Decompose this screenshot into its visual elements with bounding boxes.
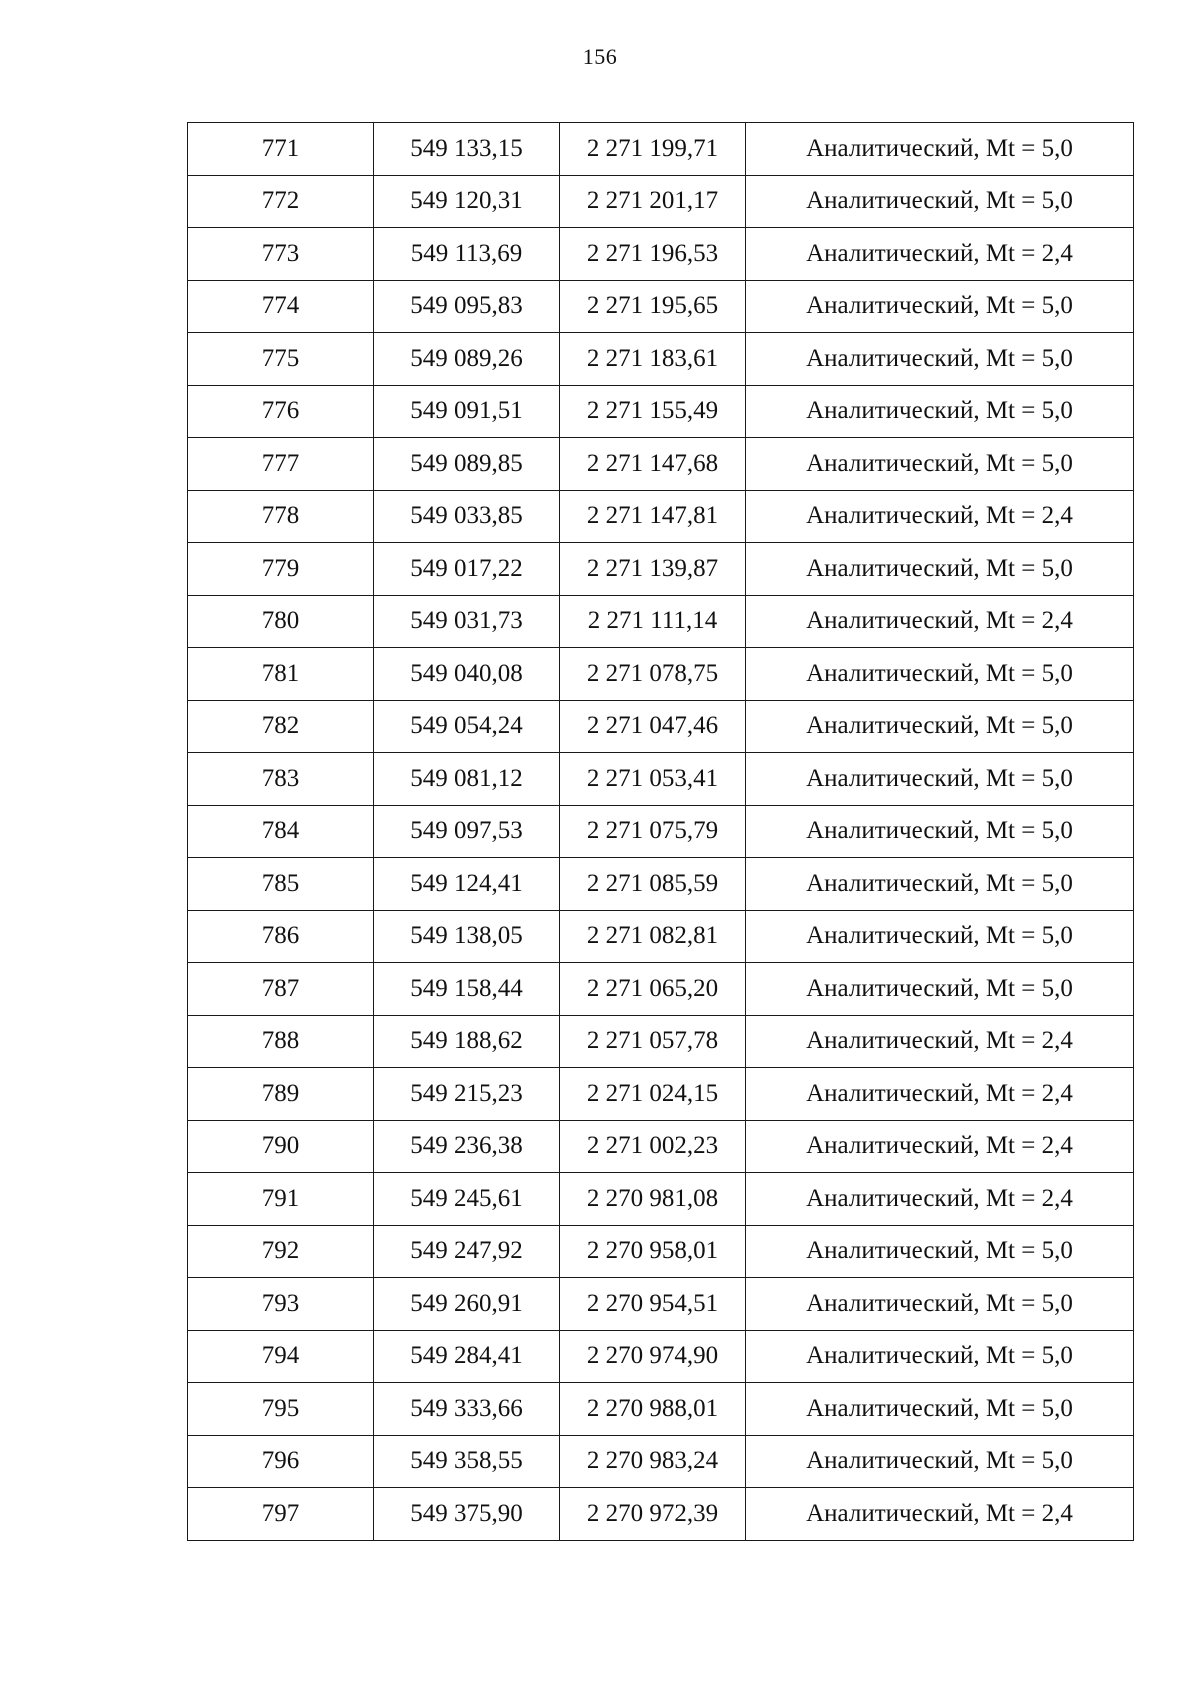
method-cell: Аналитический, Mt = 5,0 — [746, 858, 1134, 911]
table-row — [188, 1173, 1134, 1226]
method-cell: Аналитический, Mt = 2,4 — [746, 490, 1134, 543]
method-cell: Аналитический, Mt = 5,0 — [746, 438, 1134, 491]
point-number-cell: 784 — [188, 805, 374, 858]
method-cell: Аналитический, Mt = 2,4 — [746, 1120, 1134, 1173]
method-cell: Аналитический, Mt = 5,0 — [746, 333, 1134, 386]
x-coordinate-cell: 549 120,31 — [374, 175, 560, 228]
table-row — [188, 753, 1134, 806]
method-cell: Аналитический, Mt = 5,0 — [746, 963, 1134, 1016]
y-coordinate-cell: 2 270 954,51 — [560, 1278, 746, 1331]
point-number-cell: 791 — [188, 1173, 374, 1226]
x-coordinate-cell: 549 260,91 — [374, 1278, 560, 1331]
y-coordinate-cell: 2 271 024,15 — [560, 1068, 746, 1121]
method-cell: Аналитический, Mt = 2,4 — [746, 1015, 1134, 1068]
table-row — [188, 805, 1134, 858]
table-row — [188, 228, 1134, 281]
table-row — [188, 648, 1134, 701]
table-row — [188, 1120, 1134, 1173]
table-row — [188, 333, 1134, 386]
method-cell: Аналитический, Mt = 5,0 — [746, 1383, 1134, 1436]
point-number-cell: 785 — [188, 858, 374, 911]
y-coordinate-cell: 2 270 974,90 — [560, 1330, 746, 1383]
x-coordinate-cell: 549 375,90 — [374, 1488, 560, 1541]
page-number: 156 — [582, 44, 618, 69]
method-cell: Аналитический, Mt = 5,0 — [746, 1330, 1134, 1383]
point-number-cell: 794 — [188, 1330, 374, 1383]
x-coordinate-cell: 549 133,15 — [374, 123, 560, 176]
point-number-cell: 797 — [188, 1488, 374, 1541]
method-cell: Аналитический, Mt = 5,0 — [746, 1435, 1134, 1488]
point-number-cell: 779 — [188, 543, 374, 596]
method-cell: Аналитический, Mt = 2,4 — [746, 1488, 1134, 1541]
x-coordinate-cell: 549 113,69 — [374, 228, 560, 281]
y-coordinate-cell: 2 271 082,81 — [560, 910, 746, 963]
method-cell: Аналитический, Mt = 5,0 — [746, 543, 1134, 596]
point-number-cell: 795 — [188, 1383, 374, 1436]
table-body — [188, 123, 1134, 1541]
y-coordinate-cell: 2 270 988,01 — [560, 1383, 746, 1436]
y-coordinate-cell: 2 271 002,23 — [560, 1120, 746, 1173]
y-coordinate-cell: 2 271 078,75 — [560, 648, 746, 701]
x-coordinate-cell: 549 033,85 — [374, 490, 560, 543]
y-coordinate-cell: 2 271 057,78 — [560, 1015, 746, 1068]
y-coordinate-cell: 2 271 196,53 — [560, 228, 746, 281]
table-row — [188, 1225, 1134, 1278]
point-number-cell: 781 — [188, 648, 374, 701]
point-number-cell: 773 — [188, 228, 374, 281]
y-coordinate-cell: 2 270 983,24 — [560, 1435, 746, 1488]
point-number-cell: 789 — [188, 1068, 374, 1121]
method-cell: Аналитический, Mt = 5,0 — [746, 753, 1134, 806]
point-number-cell: 776 — [188, 385, 374, 438]
x-coordinate-cell: 549 215,23 — [374, 1068, 560, 1121]
point-number-cell: 774 — [188, 280, 374, 333]
point-number-cell: 772 — [188, 175, 374, 228]
x-coordinate-cell: 549 089,85 — [374, 438, 560, 491]
method-cell: Аналитический, Mt = 5,0 — [746, 175, 1134, 228]
table-row — [188, 963, 1134, 1016]
point-number-cell: 783 — [188, 753, 374, 806]
y-coordinate-cell: 2 271 199,71 — [560, 123, 746, 176]
point-number-cell: 786 — [188, 910, 374, 963]
x-coordinate-cell: 549 089,26 — [374, 333, 560, 386]
y-coordinate-cell: 2 271 053,41 — [560, 753, 746, 806]
x-coordinate-cell: 549 054,24 — [374, 700, 560, 753]
point-number-cell: 775 — [188, 333, 374, 386]
table-row — [188, 1435, 1134, 1488]
table-row — [188, 910, 1134, 963]
point-number-cell: 787 — [188, 963, 374, 1016]
x-coordinate-cell: 549 040,08 — [374, 648, 560, 701]
x-coordinate-cell: 549 188,62 — [374, 1015, 560, 1068]
table-row — [188, 700, 1134, 753]
y-coordinate-cell: 2 271 075,79 — [560, 805, 746, 858]
x-coordinate-cell: 549 158,44 — [374, 963, 560, 1016]
x-coordinate-cell: 549 017,22 — [374, 543, 560, 596]
table-row — [188, 175, 1134, 228]
method-cell: Аналитический, Mt = 5,0 — [746, 1225, 1134, 1278]
y-coordinate-cell: 2 271 183,61 — [560, 333, 746, 386]
point-number-cell: 792 — [188, 1225, 374, 1278]
point-number-cell: 778 — [188, 490, 374, 543]
method-cell: Аналитический, Mt = 5,0 — [746, 123, 1134, 176]
method-cell: Аналитический, Mt = 5,0 — [746, 648, 1134, 701]
method-cell: Аналитический, Mt = 2,4 — [746, 1173, 1134, 1226]
x-coordinate-cell: 549 081,12 — [374, 753, 560, 806]
point-number-cell: 771 — [188, 123, 374, 176]
y-coordinate-cell: 2 270 981,08 — [560, 1173, 746, 1226]
method-cell: Аналитический, Mt = 5,0 — [746, 1278, 1134, 1331]
y-coordinate-cell: 2 270 958,01 — [560, 1225, 746, 1278]
table-row — [188, 438, 1134, 491]
coordinates-table — [187, 122, 1134, 1541]
point-number-cell: 777 — [188, 438, 374, 491]
y-coordinate-cell: 2 271 201,17 — [560, 175, 746, 228]
table-row — [188, 385, 1134, 438]
table-row — [188, 1383, 1134, 1436]
x-coordinate-cell: 549 333,66 — [374, 1383, 560, 1436]
y-coordinate-cell: 2 271 111,14 — [560, 595, 746, 648]
table-row — [188, 858, 1134, 911]
x-coordinate-cell: 549 095,83 — [374, 280, 560, 333]
y-coordinate-cell: 2 271 155,49 — [560, 385, 746, 438]
x-coordinate-cell: 549 097,53 — [374, 805, 560, 858]
method-cell: Аналитический, Mt = 2,4 — [746, 228, 1134, 281]
y-coordinate-cell: 2 271 147,68 — [560, 438, 746, 491]
method-cell: Аналитический, Mt = 2,4 — [746, 595, 1134, 648]
y-coordinate-cell: 2 271 139,87 — [560, 543, 746, 596]
point-number-cell: 780 — [188, 595, 374, 648]
table-row — [188, 123, 1134, 176]
table-row — [188, 595, 1134, 648]
x-coordinate-cell: 549 284,41 — [374, 1330, 560, 1383]
y-coordinate-cell: 2 271 195,65 — [560, 280, 746, 333]
x-coordinate-cell: 549 091,51 — [374, 385, 560, 438]
y-coordinate-cell: 2 271 047,46 — [560, 700, 746, 753]
table-row — [188, 1330, 1134, 1383]
x-coordinate-cell: 549 031,73 — [374, 595, 560, 648]
x-coordinate-cell: 549 245,61 — [374, 1173, 560, 1226]
table-row — [188, 1068, 1134, 1121]
method-cell: Аналитический, Mt = 2,4 — [746, 1068, 1134, 1121]
y-coordinate-cell: 2 271 085,59 — [560, 858, 746, 911]
table-row — [188, 1015, 1134, 1068]
y-coordinate-cell: 2 271 065,20 — [560, 963, 746, 1016]
x-coordinate-cell: 549 124,41 — [374, 858, 560, 911]
y-coordinate-cell: 2 270 972,39 — [560, 1488, 746, 1541]
method-cell: Аналитический, Mt = 5,0 — [746, 385, 1134, 438]
table-row — [188, 1488, 1134, 1541]
table-row — [188, 280, 1134, 333]
point-number-cell: 788 — [188, 1015, 374, 1068]
point-number-cell: 796 — [188, 1435, 374, 1488]
x-coordinate-cell: 549 236,38 — [374, 1120, 560, 1173]
table-row — [188, 1278, 1134, 1331]
x-coordinate-cell: 549 358,55 — [374, 1435, 560, 1488]
method-cell: Аналитический, Mt = 5,0 — [746, 805, 1134, 858]
x-coordinate-cell: 549 247,92 — [374, 1225, 560, 1278]
y-coordinate-cell: 2 271 147,81 — [560, 490, 746, 543]
table-row — [188, 490, 1134, 543]
method-cell: Аналитический, Mt = 5,0 — [746, 700, 1134, 753]
point-number-cell: 790 — [188, 1120, 374, 1173]
point-number-cell: 782 — [188, 700, 374, 753]
point-number-cell: 793 — [188, 1278, 374, 1331]
method-cell: Аналитический, Mt = 5,0 — [746, 910, 1134, 963]
method-cell: Аналитический, Mt = 5,0 — [746, 280, 1134, 333]
x-coordinate-cell: 549 138,05 — [374, 910, 560, 963]
table-row — [188, 543, 1134, 596]
